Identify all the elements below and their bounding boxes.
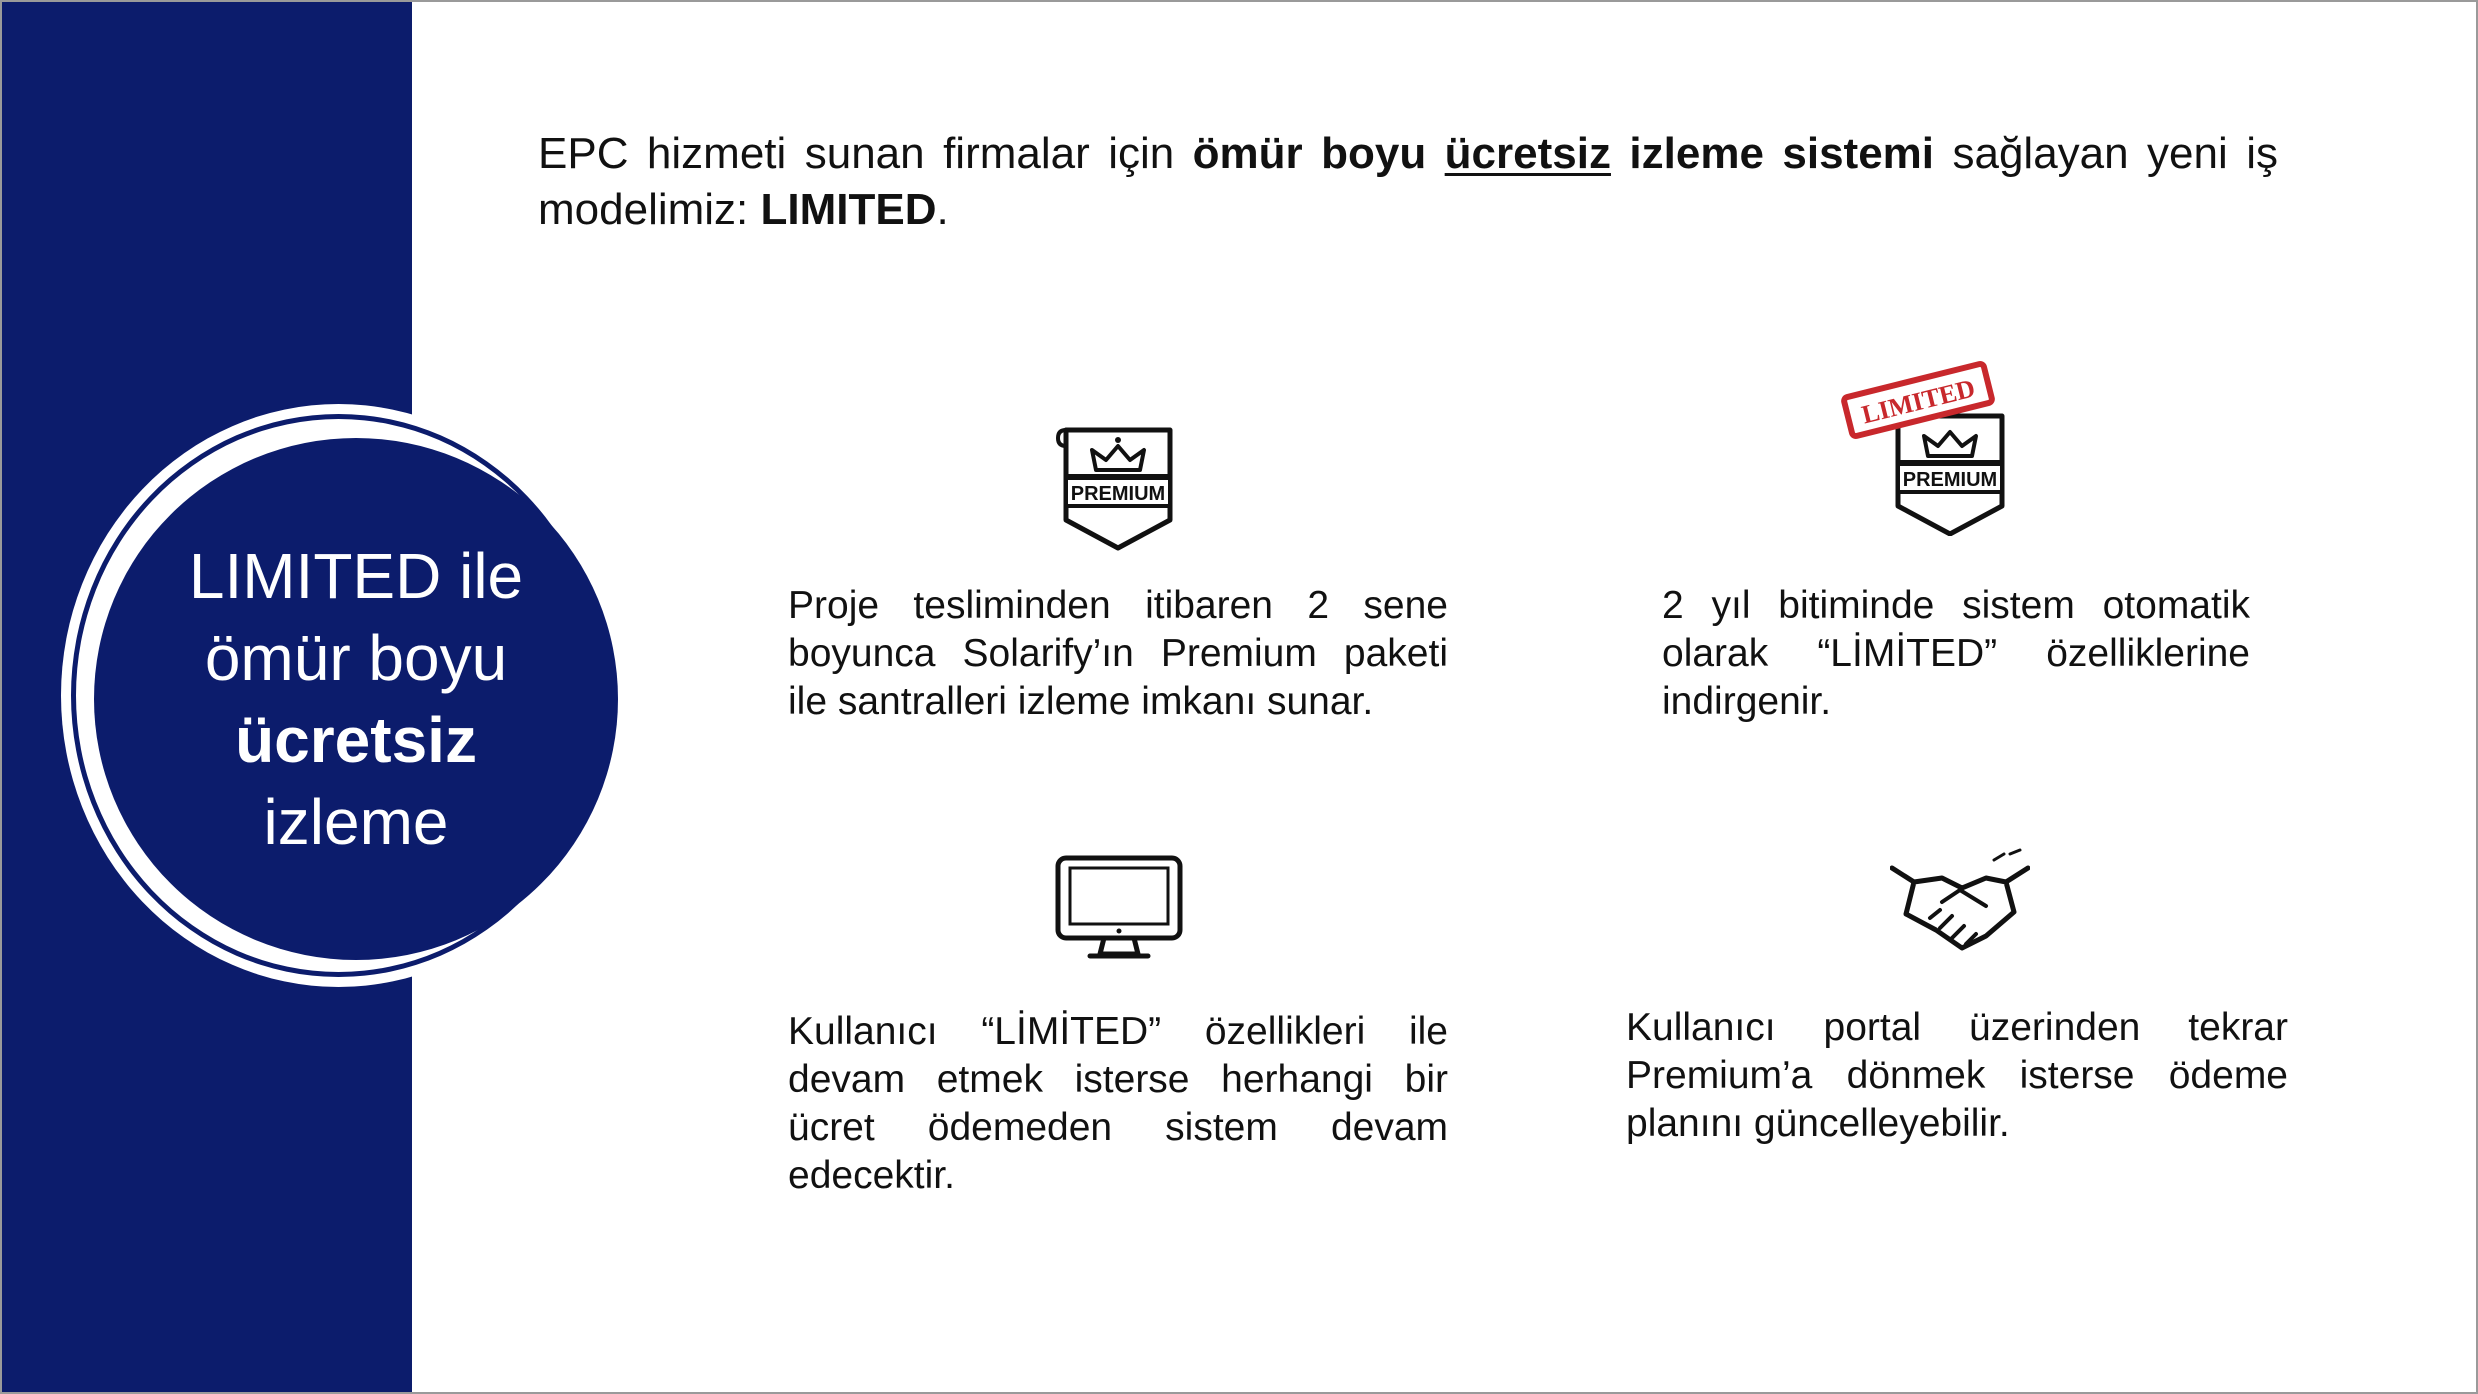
- headline-end: .: [936, 185, 949, 234]
- circle-line-4: izleme: [263, 786, 449, 858]
- monitor-icon: [1054, 854, 1184, 962]
- circle-title: [94, 438, 618, 960]
- premium-label-2: PREMIUM: [1902, 469, 1998, 491]
- headline-bold-3: LIMITED: [760, 185, 937, 234]
- handshake-icon: [1890, 848, 2030, 956]
- feature-text-1: Proje tesliminden itibaren 2 sene boyunca Solarify’ın Premium paketi ile santralleri izleme imkanı sunar.: [788, 584, 1448, 723]
- headline-bold-1: ömür boyu: [1192, 129, 1445, 178]
- limited-stamp: LIMITED: [1858, 373, 1978, 430]
- headline-bold-2: izleme sistemi: [1610, 129, 1935, 178]
- feature-text-4: Kullanıcı portal üzerinden tekrar Premium’a dönmek isterse ödeme planını güncelleyebilir.: [1626, 1006, 2288, 1145]
- headline: [538, 126, 2278, 238]
- headline-underline: ücretsiz: [1444, 129, 1611, 178]
- premium-badge-icon: [1056, 424, 1180, 552]
- circle-line-3: ücretsiz: [235, 704, 477, 776]
- premium-label: PREMIUM: [1070, 483, 1166, 505]
- feature-text-2: 2 yıl bitiminde sistem otomatik olarak “LİMİTED” özelliklerine indirgenir.: [1662, 584, 2250, 723]
- headline-part-2: sağlayan yeni iş modelimiz:: [538, 129, 2278, 234]
- circle-line-2: ömür boyu: [204, 622, 508, 694]
- limited-premium-badge-icon: [1838, 360, 2018, 536]
- circle-line-1: LIMITED ile: [188, 540, 524, 612]
- headline-part-1: EPC hizmeti sunan firmalar için: [538, 129, 1193, 178]
- feature-text-3: Kullanıcı “LİMİTED” özellikleri ile devam etmek isterse herhangi bir ücret ödemeden sistem devam edecektir.: [788, 1010, 1448, 1197]
